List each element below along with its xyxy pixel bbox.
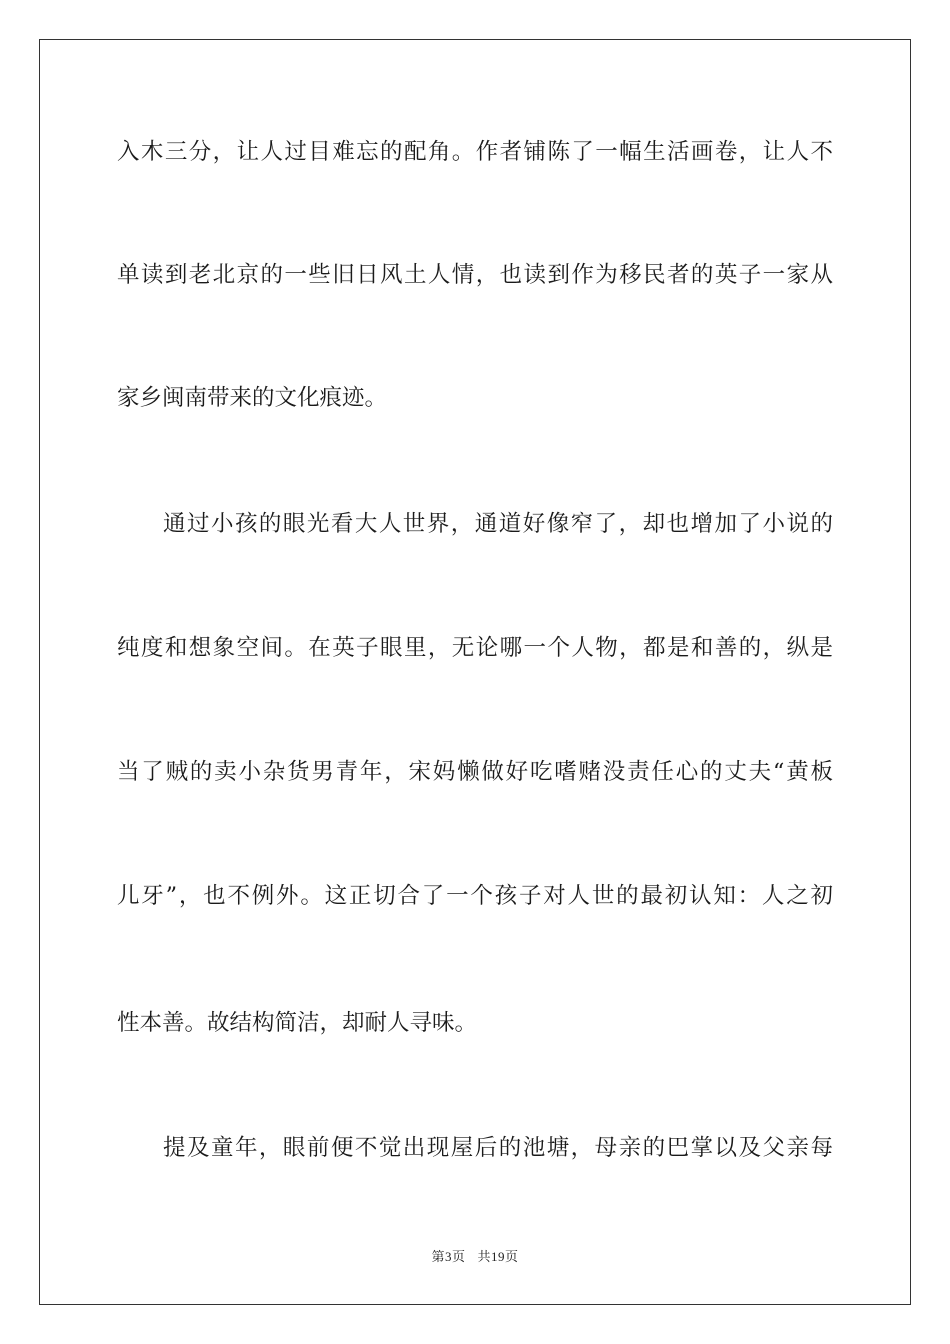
text-line: 家乡闽南带来的文化痕迹。 <box>117 385 388 411</box>
page-total: 共19页 <box>477 1249 519 1264</box>
paragraph-first-line: 通过小孩的眼光看大人世界，通道好像窄了，却也增加了小说的 <box>163 511 833 537</box>
text-line: 性本善。故结构简洁，却耐人寻味。 <box>117 1010 478 1036</box>
page-footer <box>0 1246 950 1265</box>
text-line: 纯度和想象空间。在英子眼里，无论哪一个人物，都是和善的，纵是 <box>117 635 833 661</box>
paragraph-first-line: 提及童年，眼前便不觉出现屋后的池塘，母亲的巴掌以及父亲每 <box>163 1135 833 1161</box>
text-line: 入木三分，让人过目难忘的配角。作者铺陈了一幅生活画卷，让人不 <box>117 139 833 165</box>
text-line: 当了贼的卖小杂货男青年，宋妈懒做好吃嗜赌没责任心的丈夫“黄板 <box>117 759 833 785</box>
page-number: 第3页 <box>431 1249 466 1264</box>
page-border <box>39 39 911 1305</box>
text-line: 儿牙”，也不例外。这正切合了一个孩子对人世的最初认知：人之初 <box>117 883 833 909</box>
text-line: 单读到老北京的一些旧日风土人情，也读到作为移民者的英子一家从 <box>117 262 833 288</box>
